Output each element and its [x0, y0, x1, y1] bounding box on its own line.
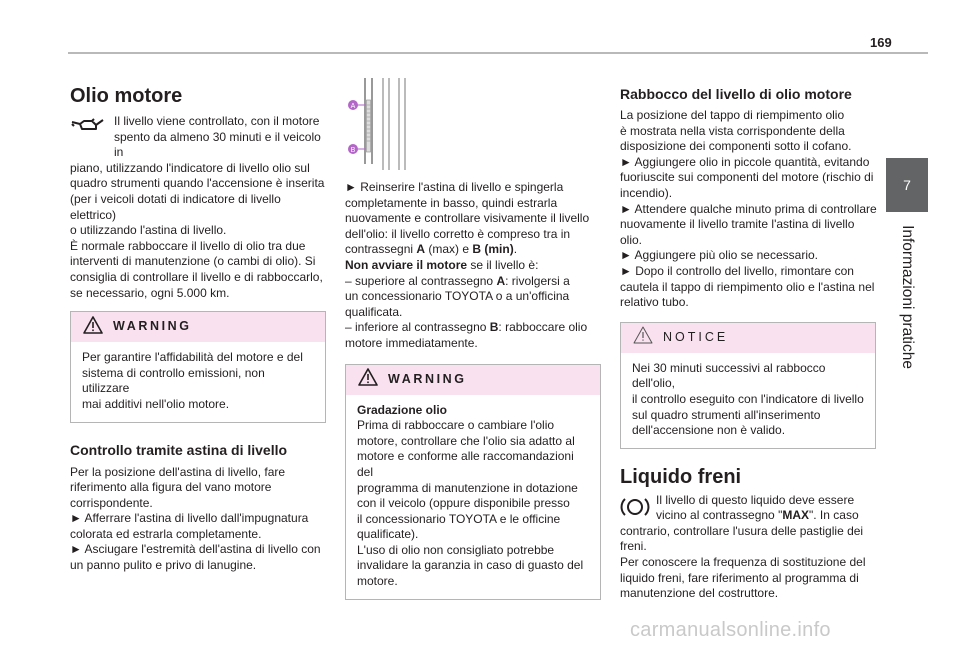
text-line: ► Asciugare l'estremità dell'astina di livello con [70, 542, 321, 557]
marker-a: A [350, 103, 356, 110]
warning-header [71, 312, 325, 342]
text-line: riferimento alla figura del vano motore [70, 480, 272, 495]
text-line: fuoriuscite sui componenti del motore (rischio di [620, 170, 874, 185]
text-line: motore immediatamente. [345, 335, 478, 350]
warning-line: mai additivi nell'olio motore. [82, 396, 230, 411]
notice-triangle-icon [633, 326, 653, 349]
warning-line: sistema di controllo emissioni, non utilizzare [82, 365, 265, 396]
intro-line: o utilizzando l'astina di livello. [70, 223, 227, 238]
warning-line: motore, controllare che l'olio sia adatto al [357, 433, 575, 448]
warning-line: qualificate). [357, 527, 419, 542]
warning-line: L'uso di olio non consigliato potrebbe [357, 542, 555, 557]
text-span: – inferiore al contrassegno [345, 320, 490, 335]
text-line: nuovamente e controllare visivamente il livello [345, 211, 590, 226]
text-line: corrispondente. [70, 495, 153, 510]
warning-line: il concessionario TOYOTA e le officine [357, 511, 561, 526]
marker-a-ref: A [496, 273, 506, 288]
warning-label: WARNING [113, 319, 192, 334]
text-line: un panno pulito e privo di lanugine. [70, 558, 257, 573]
text-line: Per la posizione dell'astina di livello, fare [70, 464, 286, 479]
text-line: relativo tubo. [620, 295, 689, 310]
text-line: liquido freni, fare riferimento al programma di [620, 570, 859, 585]
text-line: completamente in basso, quindi estrarla [345, 195, 558, 210]
text-line: ► Dopo il controllo del livello, rimontare con [620, 263, 854, 278]
text-span: ". In caso [809, 508, 859, 523]
intro-line: consiglia di controllare il livello e di rabboccarlo, [70, 269, 323, 284]
text-line: Per conoscere la frequenza di sostituzione del [620, 555, 866, 570]
warning-line: invalidare la garanzia in caso di guasto del [357, 558, 584, 573]
warning-triangle-icon [83, 316, 103, 339]
text-line: è mostrata nella vista corrispondente della [620, 123, 845, 138]
marker-b-ref: B [489, 320, 499, 335]
text-line: nuovamente il livello tramite l'astina di livello olio. [620, 217, 855, 247]
chapter-title: Informazioni pratiche [899, 225, 916, 369]
warning-line: programma di manutenzione in dotazione [357, 480, 578, 495]
marker-a-ref: A [416, 242, 426, 257]
intro-line: (per i veicoli dotati di indicatore di livello elettrico) [70, 191, 281, 222]
text-span: – superiore al contrassegno [345, 273, 497, 288]
text-line [345, 242, 603, 258]
notice-line: il controllo eseguito con l'indicatore di livello [632, 391, 864, 406]
text-line [345, 274, 603, 290]
warning-title: Gradazione olio [357, 402, 448, 417]
do-not-start-warning: Non avviare il motore [345, 257, 468, 272]
notice-line: sul quadro strumenti all'inserimento [632, 407, 821, 422]
subsection-oil-top-up: Rabbocco del livello di olio motore [620, 86, 852, 102]
text-span: : rabboccare olio [498, 320, 588, 335]
intro-line: È normale rabboccare il livello di olio tra due [70, 238, 306, 253]
marker-b-ref: B (min) [472, 242, 514, 257]
warning-line: Per garantire l'affidabilità del motore e del [82, 350, 303, 365]
text-line: disposizione dei componenti sotto il cofano. [620, 139, 852, 154]
max-mark-ref: MAX [782, 508, 809, 523]
warning-line: con il veicolo (oppure disponibile presso [357, 496, 570, 511]
intro-line: piano, utilizzando l'indicatore di livello olio sul [70, 160, 310, 175]
text-line: dell'olio: il livello corretto è compreso tra in [345, 226, 571, 241]
text-line: freni. [620, 539, 647, 554]
text-line [620, 508, 878, 524]
text-span: . [513, 242, 518, 257]
warning-body [346, 395, 600, 599]
chapter-title-vertical [885, 222, 929, 372]
warning-body [71, 342, 325, 421]
warning-line: Prima di rabboccare o cambiare l'olio [357, 418, 555, 433]
chapter-tab[interactable]: 7 [886, 158, 928, 212]
watermark: carmanualsonline.info [630, 619, 831, 641]
notice-label: NOTICE [663, 329, 729, 344]
text-span: : rivolgersi a [505, 273, 570, 288]
subsection-dipstick-check: Controllo tramite astina di livello [70, 441, 288, 458]
text-line: manutenzione del costruttore. [620, 586, 779, 601]
warning-box-oil-grade [345, 364, 601, 600]
header-rule [68, 52, 928, 54]
brake-fluid-icon [620, 495, 650, 524]
text-line: cautela il tappo di riempimento olio e l'astina nel [620, 279, 875, 294]
section-title-engine-oil: Olio motore [70, 85, 183, 107]
text-line [345, 320, 603, 336]
marker-b: B [350, 147, 356, 154]
text-line: ► Aggiungere olio in piccole quantità, evitando [620, 154, 870, 169]
text-line: La posizione del tappo di riempimento olio [620, 108, 845, 122]
text-line: qualificata. [345, 304, 403, 319]
text-line: ► Aggiungere più olio se necessario. [620, 248, 818, 263]
intro-line: quadro strumenti quando l'accensione è inserita [70, 176, 325, 191]
warning-header [346, 365, 600, 395]
text-line: colorata ed estrarla completamente. [70, 526, 262, 541]
text-line: ► Reinserire l'astina di livello e spingerla [345, 180, 564, 194]
warning-triangle-icon [358, 368, 378, 391]
text-line [345, 258, 603, 274]
text-line: Il livello di questo liquido deve essere [656, 492, 855, 507]
text-span: contrassegni [345, 242, 417, 257]
dipstick-illustration [345, 78, 425, 170]
dipstick-check-text [70, 465, 328, 574]
oil-top-up-text [620, 108, 878, 311]
text-line: ► Attendere qualche minuto prima di controllare [620, 201, 877, 216]
column-2 [345, 78, 603, 600]
text-line: incendio). [620, 185, 673, 200]
oil-can-icon [70, 116, 104, 137]
text-span: (max) e [425, 242, 473, 257]
page-number: 169 [870, 35, 892, 50]
notice-box [620, 322, 876, 449]
warning-box-additives [70, 311, 326, 422]
dipstick-figure [345, 78, 603, 170]
section-title-brake-fluid: Liquido freni [620, 465, 742, 488]
intro-line: Il livello viene controllato, con il motore [114, 114, 320, 128]
notice-body [621, 353, 875, 448]
warning-line: motore e conforme alle raccomandazioni del [357, 449, 574, 479]
intro-line: spento da almeno 30 minuti e il veicolo in [114, 129, 321, 160]
engine-oil-intro [70, 114, 328, 301]
text-span: vicino al contrassegno " [656, 508, 783, 523]
text-span: se il livello è: [467, 257, 539, 272]
warning-line: motore. [357, 574, 398, 589]
brake-fluid-text [620, 493, 878, 602]
notice-line: Nei 30 minuti successivi al rabbocco dell'olio, [632, 360, 826, 391]
notice-header [621, 323, 875, 353]
text-line: contrario, controllare l'usura delle pastiglie dei [620, 523, 864, 538]
intro-line: interventi di manutenzione (o cambi di olio). Si [70, 254, 316, 269]
column-1 [70, 84, 328, 574]
warning-label: WARNING [388, 371, 467, 386]
text-line: ► Afferrare l'astina di livello dall'impugnatura [70, 511, 309, 526]
column-3 [620, 85, 878, 602]
reinsert-instructions [345, 180, 603, 352]
intro-line: se necessario, ogni 5.000 km. [70, 285, 230, 300]
text-line: un concessionario TOYOTA o a un'officina [345, 289, 570, 304]
notice-line: dell'accensione non è valido. [632, 423, 786, 438]
